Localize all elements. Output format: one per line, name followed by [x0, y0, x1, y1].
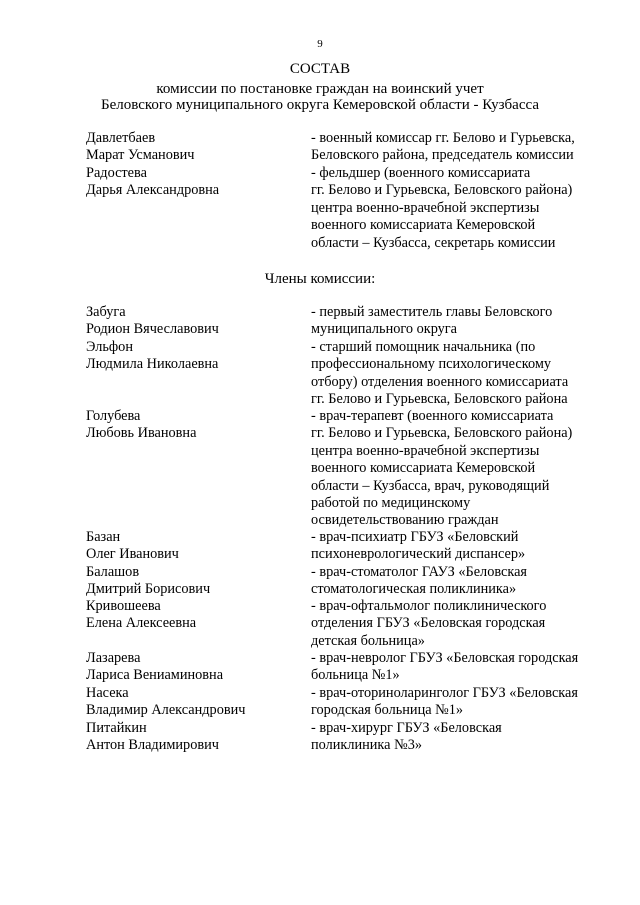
role-line: - врач-хирург ГБУЗ «Беловская	[311, 720, 502, 736]
name-line: Родион Вячеславович	[86, 321, 219, 338]
person-name	[86, 564, 296, 599]
person-name	[86, 408, 296, 443]
role-line: гг. Белово и Гурьевска, Беловского района)	[311, 425, 573, 442]
role-line: психоневрологический диспансер»	[311, 546, 526, 563]
role-line: - врач-стоматолог ГАУЗ «Беловская	[311, 564, 528, 580]
name-line: Радостева	[86, 165, 147, 181]
role-line: отделения ГБУЗ «Беловская городская	[311, 615, 546, 632]
name-line: Лариса Вениаминовна	[86, 667, 224, 684]
person-name	[86, 130, 296, 165]
person-role	[311, 339, 611, 409]
role-line: отбору) отделения военного комиссариата	[311, 373, 569, 390]
name-line: Владимир Александрович	[86, 702, 246, 719]
document-subtitle-line-1: комиссии по постановке граждан на воинский учет	[156, 81, 484, 97]
role-line: - врач-оториноларинголог ГБУЗ «Беловская	[311, 685, 578, 701]
name-line: Дмитрий Борисович	[86, 581, 211, 598]
person-role	[311, 650, 611, 685]
role-line: Беловского района, председатель комиссии	[311, 147, 574, 164]
name-line: Балашов	[86, 564, 140, 580]
role-line: - военный комиссар гг. Белово и Гурьевска,	[311, 130, 575, 146]
role-line: - врач-невролог ГБУЗ «Беловская городская	[311, 650, 579, 666]
role-line: освидетельствованию граждан	[311, 512, 499, 529]
name-line: Антон Владимирович	[86, 737, 219, 754]
role-line: - врач-терапевт (военного комиссариата	[311, 408, 554, 424]
person-name	[86, 304, 296, 339]
role-line: стоматологическая поликлиника»	[311, 581, 517, 598]
person-name	[86, 598, 296, 633]
role-line: муниципального округа	[311, 321, 458, 338]
name-line: Людмила Николаевна	[86, 356, 219, 373]
role-line: - врач-психиатр ГБУЗ «Беловский	[311, 529, 519, 545]
role-line: гг. Белово и Гурьевска, Беловского района	[311, 391, 568, 408]
role-line: - старший помощник начальника (по	[311, 339, 536, 355]
person-role	[311, 165, 611, 252]
name-line: Питайкин	[86, 720, 147, 736]
person-role	[311, 685, 611, 720]
person-role	[311, 720, 611, 755]
name-line: Забуга	[86, 304, 126, 320]
role-line: профессиональному психологическому	[311, 356, 552, 373]
person-name	[86, 720, 296, 755]
name-line: Олег Иванович	[86, 546, 179, 563]
name-line: Давлетбаев	[86, 130, 156, 146]
person-name	[86, 339, 296, 374]
role-line: военного комиссариата Кемеровской	[311, 217, 536, 234]
name-line: Насека	[86, 685, 129, 701]
document-title: СОСТАВ	[289, 61, 351, 77]
name-line: Эльфон	[86, 339, 133, 355]
page-number: 9	[317, 38, 323, 50]
name-line: Лазарева	[86, 650, 141, 666]
name-line: Елена Алексеевна	[86, 615, 197, 632]
name-line: Голубева	[86, 408, 141, 424]
person-role	[311, 598, 611, 650]
person-role	[311, 408, 611, 530]
role-line: городская больница №1»	[311, 702, 464, 719]
role-line: гг. Белово и Гурьевска, Беловского района)	[311, 182, 573, 199]
person-name	[86, 650, 296, 685]
role-line: военного комиссариата Кемеровской	[311, 460, 536, 477]
person-name	[86, 165, 296, 200]
name-line: Любовь Ивановна	[86, 425, 197, 442]
role-line: работой по медицинскому	[311, 495, 471, 512]
person-role	[311, 304, 611, 339]
name-line: Дарья Александровна	[86, 182, 220, 199]
name-line: Кривошеева	[86, 598, 161, 614]
role-line: области – Кузбасса, врач, руководящий	[311, 477, 550, 494]
person-role	[311, 564, 611, 599]
person-role	[311, 529, 611, 564]
person-name	[86, 685, 296, 720]
role-line: центра военно-врачебной экспертизы	[311, 442, 540, 459]
role-line: центра военно-врачебной экспертизы	[311, 199, 540, 216]
role-line: больница №1»	[311, 667, 400, 684]
role-line: поликлиника №3»	[311, 737, 423, 754]
role-line: области – Кузбасса, секретарь комиссии	[311, 234, 556, 251]
person-role	[311, 130, 611, 165]
name-line: Базан	[86, 529, 121, 545]
person-name	[86, 529, 296, 564]
document-subtitle-line-2: Беловского муниципального округа Кемеровской области - Кузбасса	[101, 97, 539, 113]
role-line: детская больница»	[311, 632, 425, 649]
role-line: - врач-офтальмолог поликлинического	[311, 598, 547, 614]
name-line: Марат Усманович	[86, 147, 195, 164]
role-line: - первый заместитель главы Беловского	[311, 304, 553, 320]
role-line: - фельдшер (военного комиссариата	[311, 165, 531, 181]
members-heading: Члены комиссии:	[264, 271, 376, 287]
